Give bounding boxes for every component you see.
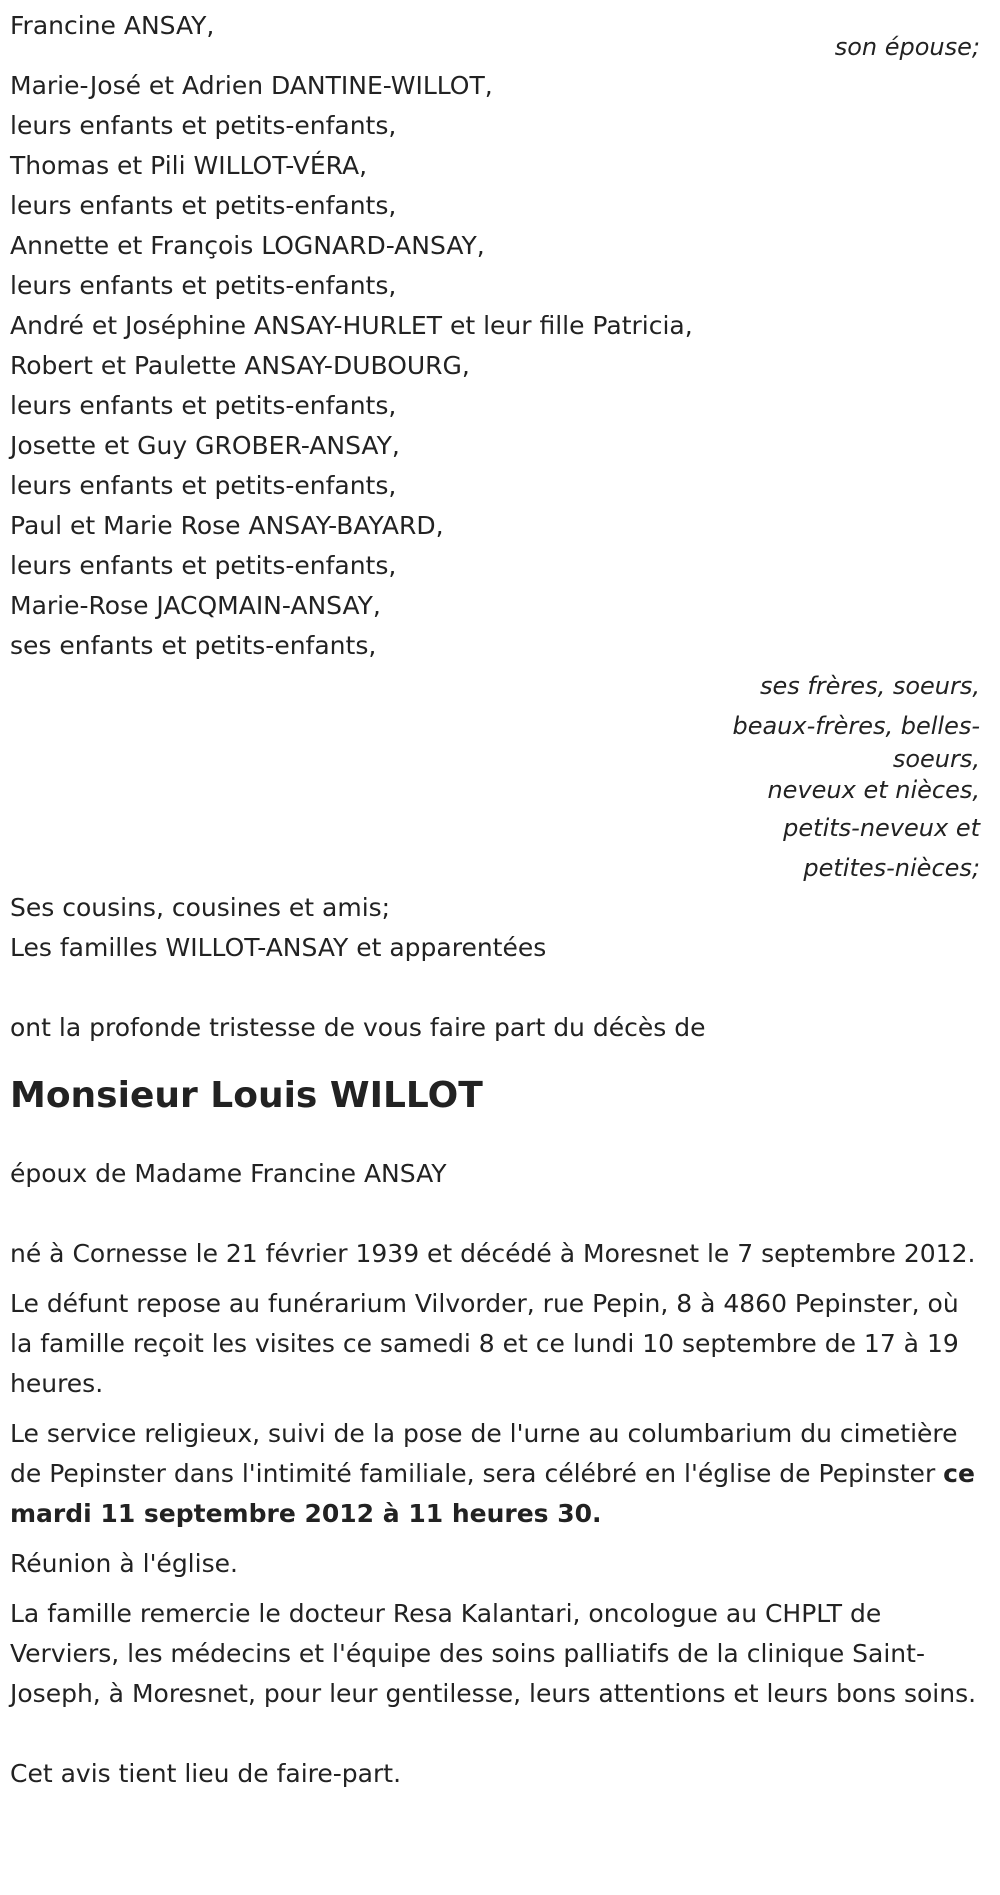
spacer bbox=[10, 968, 990, 1008]
thanks-paragraph: La famille remercie le docteur Resa Kalantari, oncologue au CHPLT de Verviers, les médecins et l'équipe des soins palliatifs de la clinique Saint-Joseph, à Moresnet, pour leur gentilesse, leurs attentions et leurs bons soins. bbox=[10, 1599, 977, 1708]
spacer bbox=[10, 1724, 990, 1754]
family-member-line: leurs enfants et petits-enfants, bbox=[10, 191, 397, 220]
family-member-line: leurs enfants et petits-enfants, bbox=[10, 551, 397, 580]
role-siblings bbox=[10, 666, 990, 772]
role-line: soeurs, bbox=[892, 745, 980, 773]
service-text: Le service religieux, suivi de la pose de l'urne au columbarium du cimetière de Pepinster dans l'intimité familiale, sera célébré en l'église de Pepinster bbox=[10, 1419, 958, 1488]
birth-death-paragraph: né à Cornesse le 21 février 1939 et décédé à Moresnet le 7 septembre 2012. bbox=[10, 1239, 976, 1268]
family-member-line: Josette et Guy GROBER-ANSAY, bbox=[10, 431, 400, 460]
family-member-line: Marie-Rose JACQMAIN-ANSAY, bbox=[10, 591, 381, 620]
family-member-line: ses enfants et petits-enfants, bbox=[10, 631, 377, 660]
family-list bbox=[10, 66, 990, 666]
family-member-line: André et Joséphine ANSAY-HURLET et leur fille Patricia, bbox=[10, 311, 693, 340]
cousins-line: Ses cousins, cousines et amis; bbox=[10, 893, 391, 922]
family-member-line: Robert et Paulette ANSAY-DUBOURG, bbox=[10, 351, 470, 380]
deceased-name: Monsieur Louis WILLOT bbox=[10, 1075, 483, 1116]
spacer bbox=[10, 1194, 990, 1234]
families-line: Les familles WILLOT-ANSAY et apparentées bbox=[10, 933, 547, 962]
service-paragraph bbox=[10, 1414, 990, 1534]
family-member-line: leurs enfants et petits-enfants, bbox=[10, 391, 397, 420]
role-nephews bbox=[10, 772, 990, 888]
role-line: ses frères, soeurs, bbox=[759, 672, 980, 700]
family-member-line: Paul et Marie Rose ANSAY-BAYARD, bbox=[10, 511, 444, 540]
role-spouse: son épouse; bbox=[834, 33, 980, 61]
family-member-line: leurs enfants et petits-enfants, bbox=[10, 471, 397, 500]
rest-place-paragraph: Le défunt repose au funérarium Vilvorder, rue Pepin, 8 à 4860 Pepinster, où la famille reçoit les visites ce samedi 8 et ce lundi 10 septembre de 17 à 19 heures. bbox=[10, 1289, 959, 1398]
service-date: ce mardi 11 septembre 2012 à 11 heures 30. bbox=[10, 1459, 975, 1528]
meeting-paragraph: Réunion à l'église. bbox=[10, 1549, 238, 1578]
closing-line: Cet avis tient lieu de faire-part. bbox=[10, 1759, 402, 1788]
role-line: petits-neveux et bbox=[783, 814, 980, 842]
family-member-line: leurs enfants et petits-enfants, bbox=[10, 111, 397, 140]
spouse-line: époux de Madame Francine ANSAY bbox=[10, 1159, 447, 1188]
family-member-line: leurs enfants et petits-enfants, bbox=[10, 271, 397, 300]
role-line: petites-nièces; bbox=[803, 854, 980, 882]
family-member-line: Annette et François LOGNARD-ANSAY, bbox=[10, 231, 485, 260]
role-line: beaux-frères, belles- bbox=[732, 712, 980, 740]
role-line: neveux et nièces, bbox=[767, 776, 980, 804]
family-member-line: Francine ANSAY, bbox=[10, 11, 215, 40]
family-member-line: Thomas et Pili WILLOT-VÉRA, bbox=[10, 151, 368, 180]
announcement-text: ont la profonde tristesse de vous faire part du décès de bbox=[10, 1013, 706, 1042]
family-member-line: Marie-José et Adrien DANTINE-WILLOT, bbox=[10, 71, 493, 100]
